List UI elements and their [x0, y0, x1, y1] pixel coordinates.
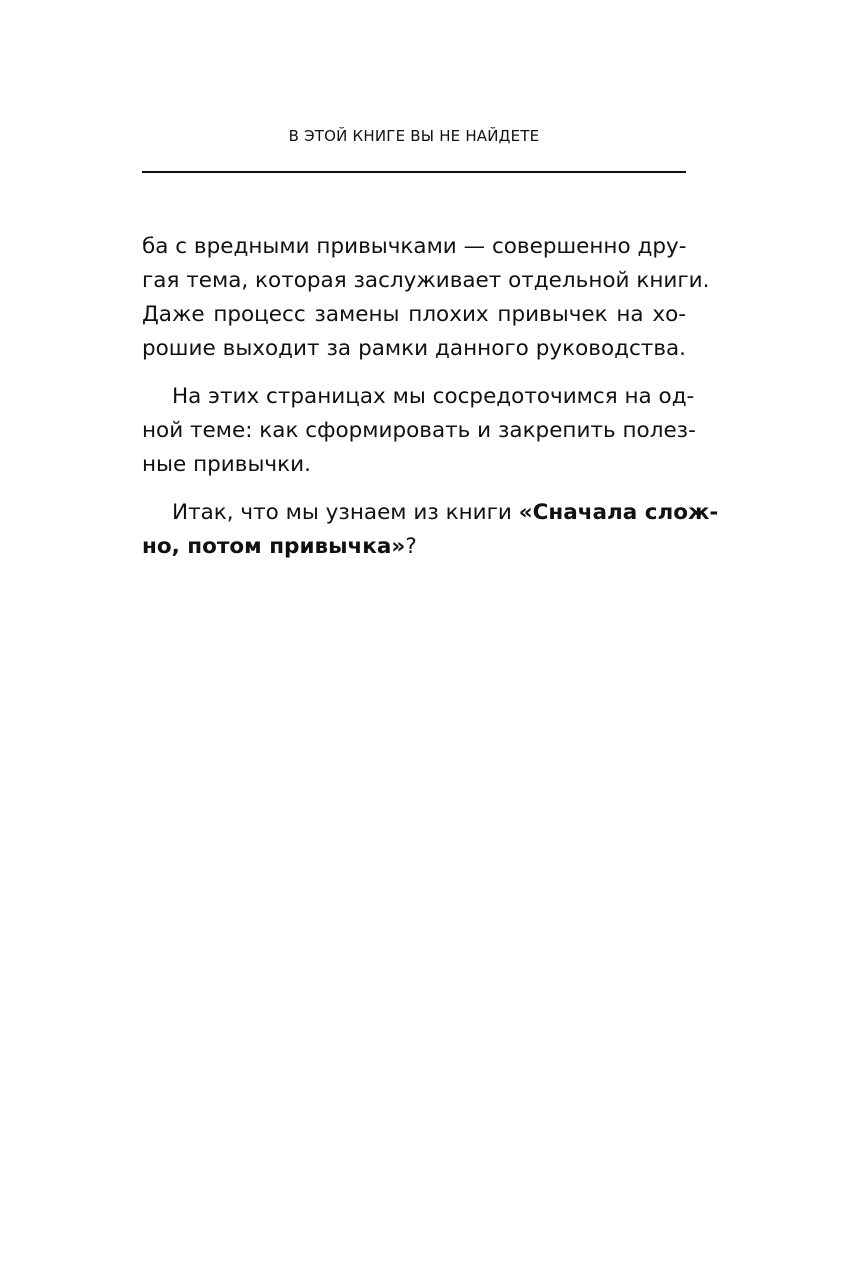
text-plain: Итак, что мы узнаем из книги	[172, 500, 519, 525]
paragraph-3	[142, 496, 719, 564]
paragraph-2	[142, 380, 696, 482]
text-line: На этих страницах мы сосредоточимся на од-	[172, 384, 695, 409]
text-line: ные привычки.	[142, 452, 311, 477]
running-header: В ЭТОЙ КНИГЕ ВЫ НЕ НАЙДЕТЕ	[288, 127, 540, 145]
text-line: ба с вредными привычками — совершенно дру-	[142, 234, 687, 259]
header-divider	[142, 171, 686, 173]
text-line: рошие выходит за рамки данного руководства.	[142, 336, 686, 361]
paragraph-1	[142, 230, 710, 366]
text-line: гая тема, которая заслуживает отдельной книги.	[142, 268, 710, 293]
book-title-bold: но, потом привычка»	[142, 534, 406, 559]
text-line	[142, 530, 686, 564]
text-plain: ?	[405, 534, 417, 559]
text-line	[142, 496, 719, 530]
book-title-bold: «Сначала слож-	[518, 500, 719, 525]
text-line: Даже процесс замены плохих привычек на хо-	[142, 302, 686, 327]
body-text	[142, 230, 719, 564]
text-line: ной теме: как сформировать и закрепить полез-	[142, 418, 696, 443]
